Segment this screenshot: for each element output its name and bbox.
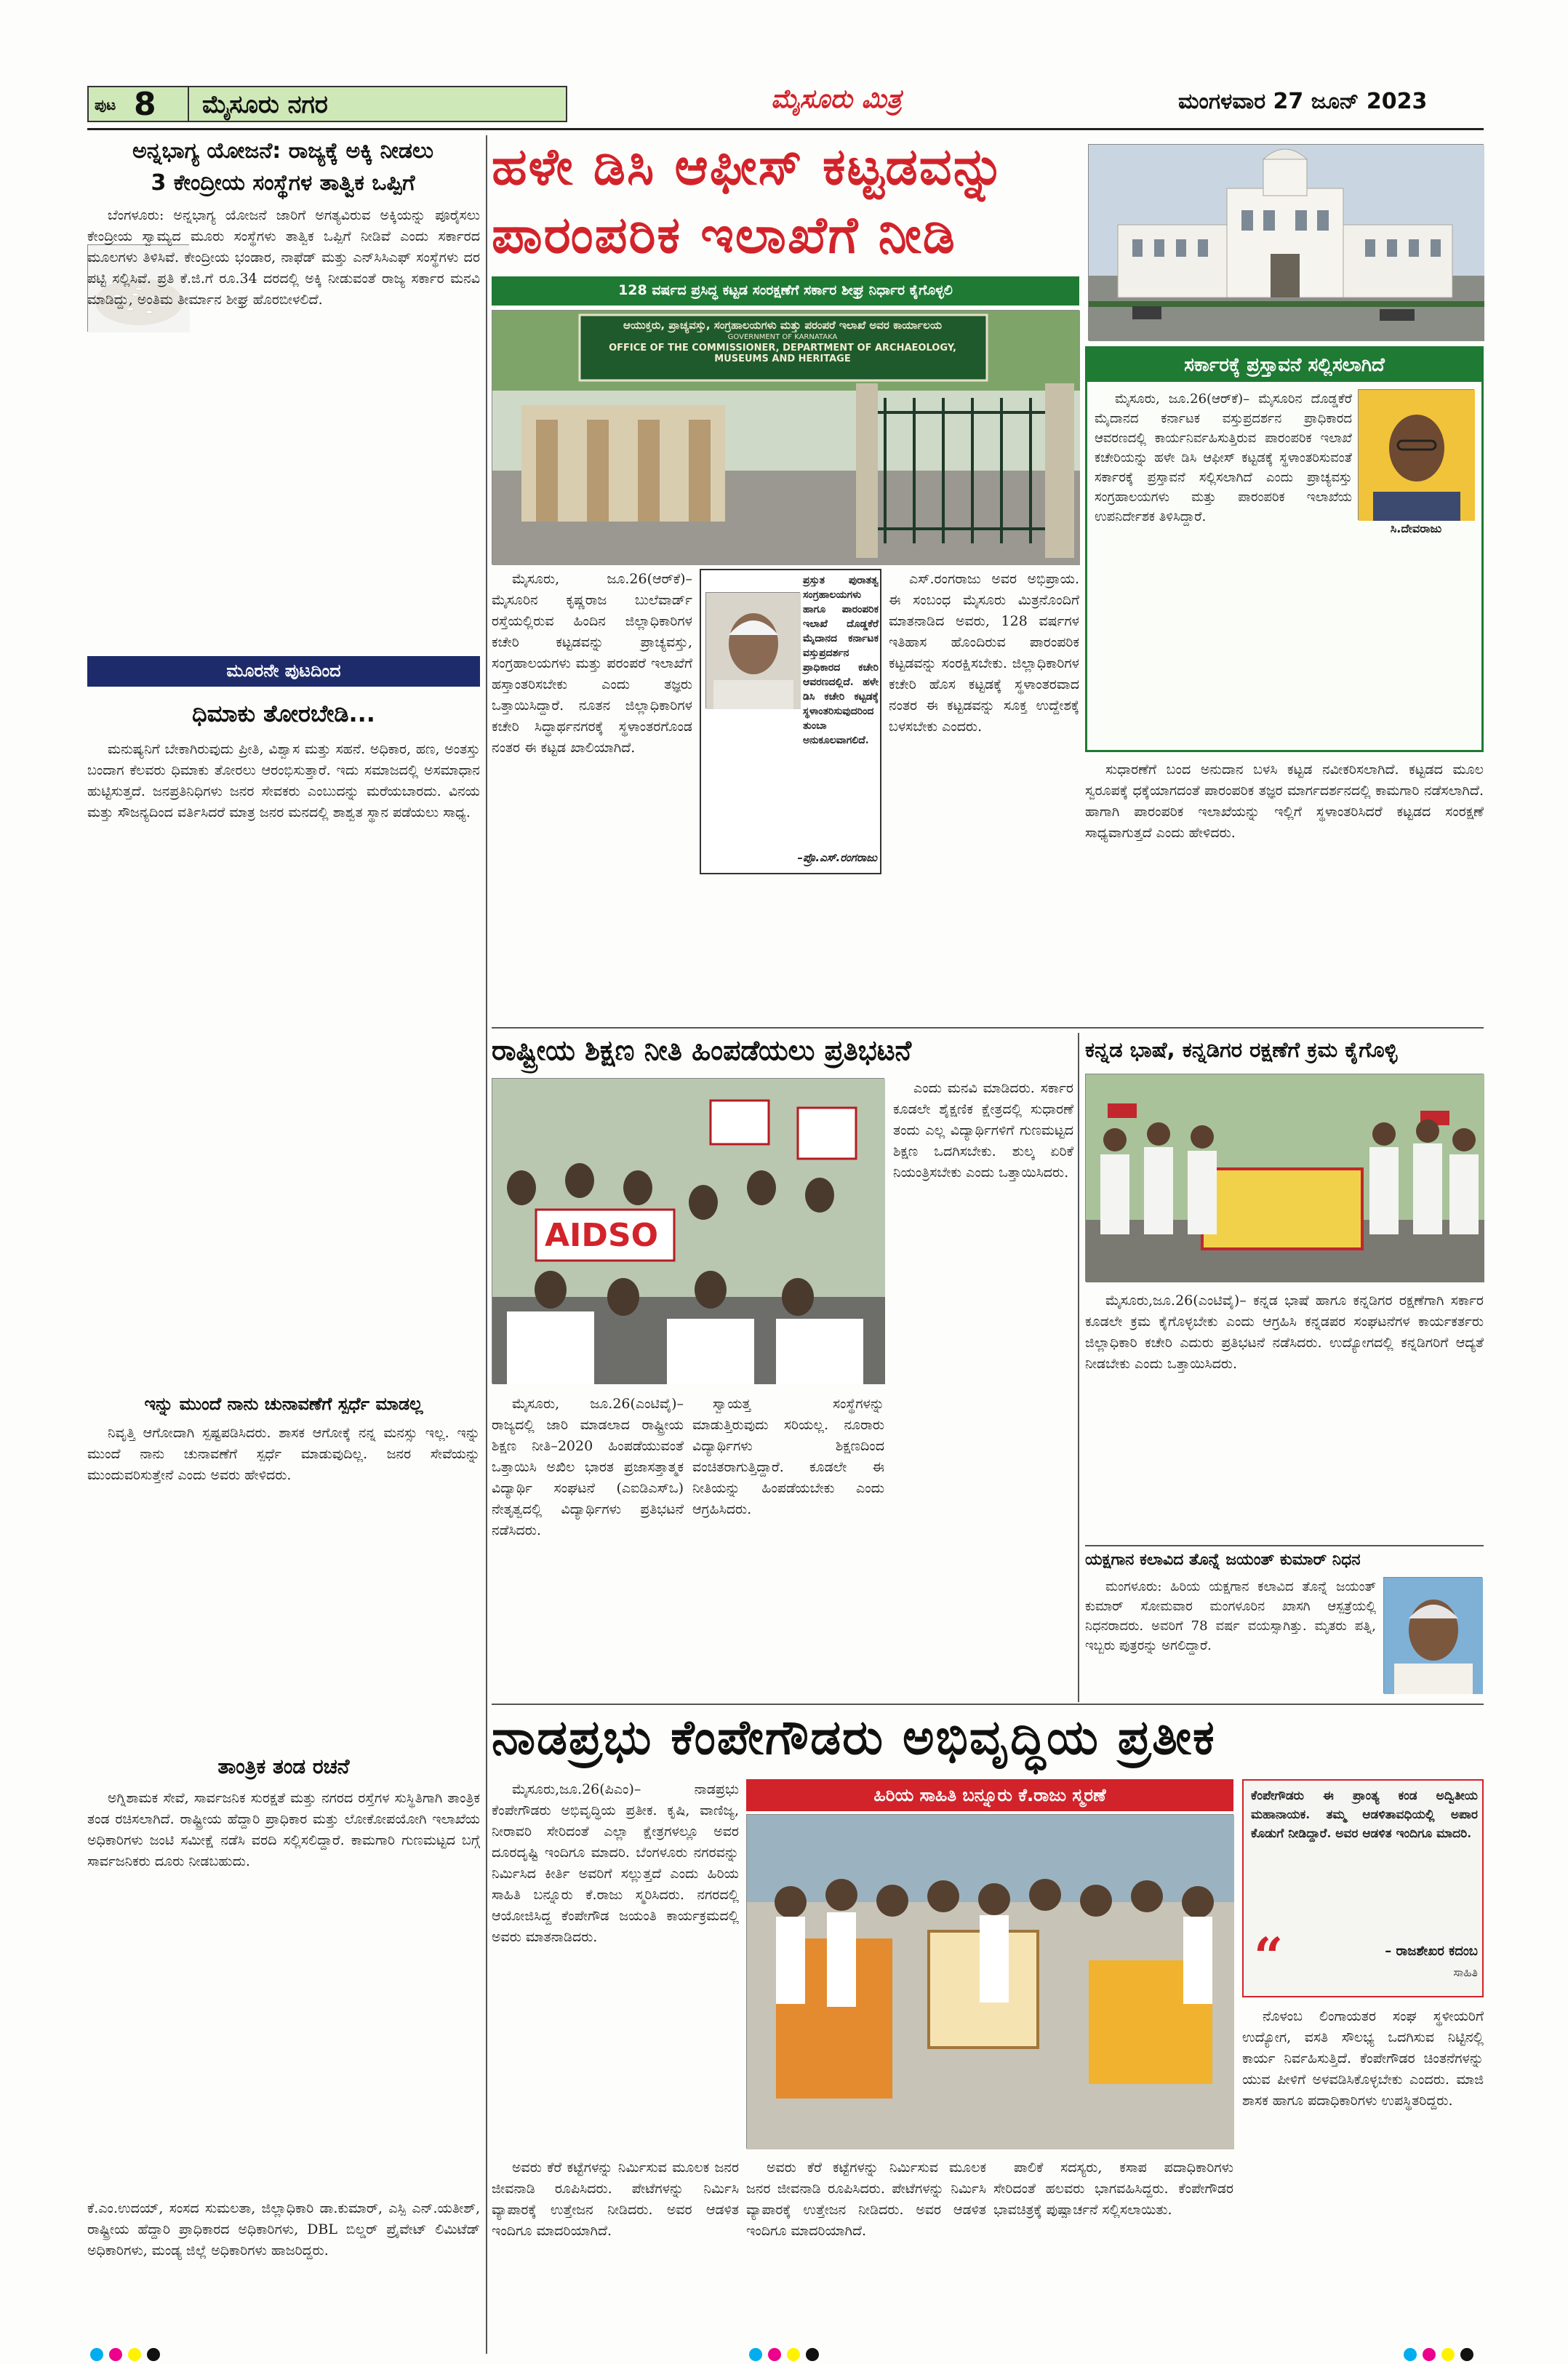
reg-dot-black <box>1460 2348 1473 2361</box>
proposal-body <box>1095 389 1352 746</box>
reg-dot-yellow <box>1441 2348 1455 2361</box>
office-sign-kannada: ಆಯುಕ್ತರು, ಪ್ರಾಚ್ಯವಸ್ತು, ಸಂಗ್ರಹಾಲಯಗಳು ಮತ್ತು ಪರಂಪರೆ ಇಲಾಖೆ ಅವರ ಕಾರ್ಯಾಲಯ <box>623 319 943 332</box>
bottom-body-right-text: ನೊಳಂಬ ಲಿಂಗಾಯತರ ಸಂಘ ಸ್ಥಳೀಯರಿಗೆ ಉದ್ಯೋಗ, ವಸತಿ ಸೌಲಭ್ಯ ಒದಗಿಸುವ ನಿಟ್ಟಿನಲ್ಲಿ ಕಾರ್ಯ ನಿರ್ವಹಿಸುತ್ತಿದೆ. ಕೆಂಪೇಗೌಡರ ಚಿಂತನೆಗಳನ್ನು ಯುವ ಪೀಳಿಗೆ ಅಳವಡಿಸಿಕೊಳ್ಳಬೇಕು ಎಂದರು. ಮಾಜಿ ಶಾಸಕ ಹಾಗೂ ಪದಾಧಿಕಾರಿಗಳು ಉಪಸ್ಥಿತರಿದ್ದರು. <box>1242 2008 1484 2109</box>
tantrika-footer <box>87 2198 480 2264</box>
lead-headline-2: ಪಾರಂಪರಿಕ ಇಲಾಖೆಗೆ ನೀಡಿ <box>492 205 956 265</box>
nep-body-b-text: ಸ್ವಾಯತ್ತ ಸಂಸ್ಥೆಗಳನ್ನು ಮಾಡುತ್ತಿರುವುದು ಸರಿಯಲ್ಲ. ನೂರಾರು ವಿದ್ಯಾರ್ಥಿಗಳು ಶಿಕ್ಷಣದಿಂದ ವಂಚಿತರಾಗುತ್ತಿದ್ದಾರೆ. ಕೂಡಲೇ ಈ ನೀತಿಯನ್ನು ಹಿಂಪಡೆಯಬೇಕು ಎಂದು ಆಗ್ರಹಿಸಿದರು. <box>692 1396 884 1517</box>
rangaraju-portrait <box>705 592 800 708</box>
bottom-body-left-cont <box>492 2157 739 2339</box>
kempegowda-event-photo <box>746 1814 1233 2149</box>
reg-dot-cyan <box>1404 2348 1417 2361</box>
bottom-body-left <box>492 1779 739 2146</box>
rice-headline-2: 3 ಕೇಂದ್ರೀಯ ಸಂಸ್ಥೆಗಳ ತಾತ್ವಿಕ ಒಪ್ಪಿಗೆ <box>151 170 415 196</box>
tantrika-footer-text: ಕೆ.ಎಂ.ಉದಯ್, ಸಂಸದ ಸುಮಲತಾ, ಜಿಲ್ಲಾಧಿಕಾರಿ ಡಾ.ಕುಮಾರ್, ಎಸ್ಪಿ ಎನ್.ಯತೀಶ್, ರಾಷ್ಟ್ರೀಯ ಹೆದ್ದಾರಿ ಪ್ರಾಧಿಕಾರದ ಅಧಿಕಾರಿಗಳು, DBL ಬಿಲ್ಡರ್ ಪ್ರೈವೇಟ್ ಲಿಮಿಟೆಡ್ ಅಧಿಕಾರಿಗಳು, ಮಂಡ್ಯ ಜಿಲ್ಲೆ ಅಧಿಕಾರಿಗಳು ಹಾಜರಿದ್ದರು. <box>87 2200 480 2259</box>
reg-dot-yellow <box>128 2348 141 2361</box>
lead-body-col3-text: ಸುಧಾರಣೆಗೆ ಬಂದ ಅನುದಾನ ಬಳಸಿ ಕಟ್ಟಡ ನವೀಕರಿಸಲಾಗಿದೆ. ಕಟ್ಟಡದ ಮೂಲ ಸ್ವರೂಪಕ್ಕೆ ಧಕ್ಕೆಯಾಗದಂತೆ ಪಾರಂಪರಿಕ ತಜ್ಞರ ಮಾರ್ಗದರ್ಶನದಲ್ಲಿ ಕಾಮಗಾರಿ ನಡೆಸಲಾಗಿದೆ. ಹಾಗಾಗಿ ಪಾರಂಪರಿಕ ಇಲಾಖೆಯನ್ನು ಇಲ್ಲಿಗೆ ಸ್ಥಳಾಂತರಿಸಿದರೆ ಕಟ್ಟಡದ ಸಂರಕ್ಷಣೆ ಸಾಧ್ಯವಾಗುತ್ತದೆ ಎಂದು ಹೇಳಿದರು. <box>1085 762 1484 841</box>
obit-body-text: ಮಂಗಳೂರು: ಹಿರಿಯ ಯಕ್ಷಗಾನ ಕಲಾವಿದ ತೊನ್ನೆ ಜಯಂತ್ ಕುಮಾರ್ ಸೋಮವಾರ ಮಂಗಳೂರಿನ ಖಾಸಗಿ ಆಸ್ಪತ್ರೆಯಲ್ಲಿ ನಿಧನರಾದರು. ಅವರಿಗೆ 78 ವರ್ಷ ವಯಸ್ಸಾಗಿತ್ತು. ಮೃತರು ಪತ್ನಿ, ಇಬ್ಬರು ಪುತ್ರರನ್ನು ಅಗಲಿದ್ದಾರೆ. <box>1085 1579 1376 1653</box>
moorane-banner: ಮೂರನೇ ಪುಟದಿಂದ <box>226 660 341 681</box>
kannada-protest-photo <box>1085 1074 1484 1282</box>
bottom-body-a <box>746 2157 986 2339</box>
lead-strap: 128 ವರ್ಷದ ಪ್ರಸಿದ್ಧ ಕಟ್ಟಡ ಸಂರಕ್ಷಣೆಗೆ ಸರ್ಕಾರ ಶೀಘ್ರ ನಿರ್ಧಾರ ಕೈಗೊಳ್ಳಲಿ <box>618 282 953 298</box>
page-number-box <box>87 86 189 122</box>
bottom-section-rule <box>492 1704 1484 1705</box>
tantrika-headline: ತಾಂತ್ರಿಕ ತಂಡ ರಚನೆ <box>217 1754 350 1778</box>
obit-portrait <box>1383 1577 1482 1693</box>
registration-marks-left <box>90 2348 166 2364</box>
rice-body <box>87 205 480 649</box>
nep-headline: ರಾಷ್ಟ್ರೀಯ ಶಿಕ್ಷಣ ನೀತಿ ಹಿಂಪಡೆಯಲು ಪ್ರತಿಭಟನೆ <box>492 1034 912 1066</box>
bottom-body-right <box>1242 2006 1484 2341</box>
reg-dot-magenta <box>1423 2348 1436 2361</box>
sidebar-proposal <box>1085 346 1484 752</box>
bottom-quote <box>1251 1786 1478 1932</box>
rice-body-text: ಬೆಂಗಳೂರು: ಅನ್ನಭಾಗ್ಯ ಯೋಜನೆ ಜಾರಿಗೆ ಅಗತ್ಯವಿರುವ ಅಕ್ಕಿಯನ್ನು ಪೂರೈಸಲು ಕೇಂದ್ರೀಯ ಸ್ವಾಮ್ಯದ ಮೂರು ಸಂಸ್ಥೆಗಳು ತಾತ್ವಿಕ ಒಪ್ಪಿಗೆ ನೀಡಿವೆ ಎಂದು ಸರ್ಕಾರದ ಮೂಲಗಳು ತಿಳಿಸಿವೆ. ಕೇಂದ್ರೀಯ ಭಂಡಾರ, ನಾಫೆಡ್ ಮತ್ತು ಎನ್‌ಸಿಸಿಎಫ್ ಸಂಸ್ಥೆಗಳು ದರ ಪಟ್ಟಿ ಸಲ್ಲಿಸಿವೆ. ಪ್ರತಿ ಕೆ.ಜಿ.ಗೆ ರೂ.34 ದರದಲ್ಲಿ ಅಕ್ಕಿ ನೀಡುವಂತೆ ರಾಜ್ಯ ಸರ್ಕಾರ ಮನವಿ ಮಾಡಿದ್ದು, ಅಂತಿಮ ತೀರ್ಮಾನ ಶೀಘ್ರ ಹೊರಬೀಳಲಿದೆ. <box>87 207 480 308</box>
proposal-body-text: ಮೈಸೂರು, ಜೂ.26(ಆರ್‌ಕೆ)– ಮೈಸೂರಿನ ದೊಡ್ಡಕೆರೆ ಮೈದಾನದ ಕರ್ನಾಟಕ ವಸ್ತುಪ್ರದರ್ಶನ ಪ್ರಾಧಿಕಾರದ ಆವರಣದಲ್ಲಿ ಕಾರ್ಯನಿರ್ವಹಿಸುತ್ತಿರುವ ಪಾರಂಪರಿಕ ಇಲಾಖೆ ಕಚೇರಿಯನ್ನು ಹಳೇ ಡಿಸಿ ಆಫೀಸ್ ಕಟ್ಟಡಕ್ಕೆ ಸ್ಥಳಾಂತರಿಸುವಂತೆ ಸರ್ಕಾರಕ್ಕೆ ಪ್ರಸ್ತಾವನೆ ಸಲ್ಲಿಸಲಾಗಿದೆ ಎಂದು ಪ್ರಾಚ್ಯವಸ್ತು ಸಂಗ್ರಹಾಲಯಗಳು ಮತ್ತು ಪಾರಂಪರಿಕ ಇಲಾಖೆಯ ಉಪನಿರ್ದೇಶಕ ತಿಳಿಸಿದ್ದಾರೆ. <box>1095 391 1352 524</box>
reg-dot-black <box>806 2348 819 2361</box>
nep-body-a-text: ಮೈಸೂರು, ಜೂ.26(ಎಂಟಿವೈ)– ರಾಜ್ಯದಲ್ಲಿ ಜಾರಿ ಮಾಡಲಾದ ರಾಷ್ಟ್ರೀಯ ಶಿಕ್ಷಣ ನೀತಿ–2020 ಹಿಂಪಡೆಯುವಂತೆ ಒತ್ತಾಯಿಸಿ ಅಖಿಲ ಭಾರತ ಪ್ರಜಾಸತ್ತಾತ್ಮಕ ವಿದ್ಯಾರ್ಥಿ ಸಂಘಟನೆ (ಎಐಡಿಎಸ್‌ಒ) ನೇತೃತ್ವದಲ್ಲಿ ವಿದ್ಯಾರ್ಥಿಗಳು ಪ್ರತಿಭಟನೆ ನಡೆಸಿದರು. <box>492 1396 684 1538</box>
left-column-rule <box>486 135 487 2354</box>
sub-banner: ಹಿರಿಯ ಸಾಹಿತಿ ಬನ್ನೂರು ಕೆ.ರಾಜು ಸ್ಮರಣೆ <box>873 1785 1106 1805</box>
rangaraju-quote-text: ಪ್ರಸ್ತುತ ಪುರಾತತ್ವ ಸಂಗ್ರಹಾಲಯಗಳು ಹಾಗೂ ಪಾರಂಪರಿಕ ಇಲಾಖೆ ದೊಡ್ಡಕೆರೆ ಮೈದಾನದ ಕರ್ನಾಟಕ ವಸ್ತುಪ್ರದರ್ಶನ ಪ್ರಾಧಿಕಾರದ ಕಚೇರಿ ಆವರಣದಲ್ಲಿದೆ. ಹಳೇ ಡಿಸಿ ಕಚೇರಿ ಕಟ್ಟಡಕ್ಕೆ ಸ್ಥಳಾಂತರಿಸುವುದರಿಂದ ತುಂಬಾ ಅನುಕೂಲವಾಗಲಿದೆ. <box>803 575 879 746</box>
mid-column-rule <box>1078 1033 1079 1702</box>
reg-dot-cyan <box>749 2348 762 2361</box>
rangaraju-quote <box>803 573 879 746</box>
lead-headline-1: ಹಳೇ ಡಿಸಿ ಆಫೀಸ್ ಕಟ್ಟಡವನ್ನು <box>492 137 1007 196</box>
moorane-headline: ಧಿಮಾಕು ತೋರಬೇಡಿ... <box>192 700 375 727</box>
official-portrait <box>1358 389 1474 520</box>
moorane-banner-box <box>87 656 480 687</box>
left-column <box>87 135 480 2288</box>
official-caption: ಸಿ.ದೇವರಾಜು <box>1390 522 1442 535</box>
lead-body-col1 <box>492 569 692 998</box>
moorane-body-text: ಮನುಷ್ಯನಿಗೆ ಬೇಕಾಗಿರುವುದು ಪ್ರೀತಿ, ವಿಶ್ವಾಸ ಮತ್ತು ಸಹನೆ. ಅಧಿಕಾರ, ಹಣ, ಅಂತಸ್ತು ಬಂದಾಗ ಕೆಲವರು ಧಿಮಾಕು ತೋರಲು ಆರಂಭಿಸುತ್ತಾರೆ. ಇದು ಸಮಾಜದಲ್ಲಿ ಅಸಮಾಧಾನ ಹುಟ್ಟಿಸುತ್ತದೆ. ಜನಪ್ರತಿನಿಧಿಗಳು ಜನರ ಸೇವಕರು ಎಂಬುದನ್ನು ಮರೆಯಬಾರದು. ವಿನಯ ಮತ್ತು ಸೌಜನ್ಯದಿಂದ ವರ್ತಿಸಿದರೆ ಮಾತ್ರ ಜನರ ಮನದಲ್ಲಿ ಶಾಶ್ವತ ಸ್ಥಾನ ಪಡೆಯಲು ಸಾಧ್ಯ. <box>87 741 480 820</box>
reg-dot-black <box>147 2348 160 2361</box>
rangaraju-quote-box <box>700 569 881 874</box>
section-title-box <box>189 86 567 122</box>
reg-dot-yellow <box>787 2348 800 2361</box>
registration-marks-center <box>749 2348 825 2364</box>
lead-strap-box <box>492 276 1079 306</box>
masthead-rule <box>87 128 1484 130</box>
bottom-body-left-cont-text: ಅವರು ಕೆರೆ ಕಟ್ಟೆಗಳನ್ನು ನಿರ್ಮಿಸುವ ಮೂಲಕ ಜನರ ಜೀವನಾಡಿ ರೂಪಿಸಿದರು. ಪೇಟೆಗಳನ್ನು ನಿರ್ಮಿಸಿ ವ್ಯಾಪಾರಕ್ಕೆ ಉತ್ತೇಜನ ನೀಡಿದರು. ಅವರ ಆಡಳಿತ ಇಂದಿಗೂ ಮಾದರಿಯಾಗಿದೆ. <box>492 2160 739 2239</box>
paper-name: ಮೈಸೂರು ಮಿತ್ರ <box>771 84 902 114</box>
bottom-quote-text: ಕೆಂಪೇಗೌಡರು ಈ ಪ್ರಾಂತ್ಯ ಕಂಡ ಅದ್ವಿತೀಯ ಮಹಾನಾಯಕ. ತಮ್ಮ ಆಡಳಿತಾವಧಿಯಲ್ಲಿ ಅಪಾರ ಕೊಡುಗೆ ನೀಡಿದ್ದಾರೆ. ಅವರ ಆಡಳಿತ ಇಂದಿಗೂ ಮಾದರಿ. <box>1251 1789 1478 1841</box>
masthead <box>87 80 1484 127</box>
nep-story <box>492 1033 1073 1702</box>
registration-marks-right <box>1404 2348 1479 2364</box>
issue-date: ಮಂಗಳವಾರ 27 ಜೂನ್ 2023 <box>1178 89 1428 114</box>
aidso-banner-text: AIDSO <box>545 1217 659 1254</box>
nep-protest-photo <box>492 1078 884 1383</box>
obit-top-rule <box>1085 1545 1484 1546</box>
election-body-text: ನಿವೃತ್ತಿ ಆಗೋದಾಗಿ ಸ್ಪಷ್ಟಪಡಿಸಿದರು. ಶಾಸಕ ಆಗೋಕ್ಕೆ ನನ್ನ ಮನಸ್ಸು ಇಲ್ಲ. ಇನ್ನು ಮುಂದೆ ನಾನು ಚುನಾವಣೆಗೆ ಸ್ಪರ್ಧೆ ಮಾಡುವುದಿಲ್ಲ. ಜನರ ಸೇವೆಯನ್ನು ಮುಂದುವರಿಸುತ್ತೇನೆ ಎಂದು ಅವರು ಹೇಳಿದರು. <box>87 1425 480 1483</box>
tantrika-body <box>87 1788 480 2195</box>
proposal-headline: ಸರ್ಕಾರಕ್ಕೆ ಪ್ರಸ್ತಾವನೆ ಸಲ್ಲಿಸಲಾಗಿದೆ <box>1184 354 1385 376</box>
rangaraju-quote-author: –ಪ್ರೊ.ಎಸ್.ರಂಗರಾಜು <box>797 851 877 864</box>
kannada-body-text: ಮೈಸೂರು,ಜೂ.26(ಎಂಟಿವೈ)– ಕನ್ನಡ ಭಾಷೆ ಹಾಗೂ ಕನ್ನಡಿಗರ ರಕ್ಷಣೆಗಾಗಿ ಸರ್ಕಾರ ಕೂಡಲೇ ಕ್ರಮ ಕೈಗೊಳ್ಳಬೇಕು ಎಂದು ಆಗ್ರಹಿಸಿ ಕನ್ನಡಪರ ಸಂಘಟನೆಗಳ ಕಾರ್ಯಕರ್ತರು ಜಿಲ್ಲಾಧಿಕಾರಿ ಕಚೇರಿ ಎದುರು ಪ್ರತಿಭಟನೆ ನಡೆಸಿದರು. ಉದ್ಯೋಗದಲ್ಲಿ ಕನ್ನಡಿಗರಿಗೆ ಆದ್ಯತೆ ನೀಡಬೇಕು ಎಂದು ಒತ್ತಾಯಿಸಿದರು. <box>1085 1293 1484 1372</box>
page-number: 8 <box>134 86 156 123</box>
reg-dot-cyan <box>90 2348 103 2361</box>
section-title: ಮೈಸೂರು ನಗರ <box>202 90 328 119</box>
bottom-quote-author: – ರಾಜಶೇಖರ ಕದಂಬ <box>1385 1944 1478 1959</box>
election-body <box>87 1423 480 1743</box>
office-sign-text <box>580 316 985 380</box>
nep-body-c <box>893 1078 1073 1692</box>
proposal-header-box <box>1087 348 1481 382</box>
reg-dot-magenta <box>768 2348 781 2361</box>
lead-body-col2-text: ಎಸ್.ರಂಗರಾಜು ಅವರ ಅಭಿಪ್ರಾಯ. ಈ ಸಂಬಂಧ ಮೈಸೂರು ಮಿತ್ರನೊಂದಿಗೆ ಮಾತನಾಡಿದ ಅವರು, 128 ವರ್ಷಗಳ ಇತಿಹಾಸ ಹೊಂದಿರುವ ಪಾರಂಪರಿಕ ಕಟ್ಟಡವನ್ನು ಸಂರಕ್ಷಿಸಬೇಕು. ಜಿಲ್ಲಾಧಿಕಾರಿಗಳ ಕಚೇರಿ ಹೊಸ ಕಟ್ಟಡಕ್ಕೆ ಸ್ಥಳಾಂತರವಾದ ನಂತರ ಈ ಕಟ್ಟಡವನ್ನು ಸೂಕ್ತ ಉದ್ದೇಶಕ್ಕೆ ಬಳಸಬೇಕು ಎಂದರು. <box>889 571 1079 735</box>
obituary-story <box>1085 1545 1484 1698</box>
obit-headline: ಯಕ್ಷಗಾನ ಕಲಾವಿದ ತೊನ್ನೆ ಜಯಂತ್ ಕುಮಾರ್ ನಿಧನ <box>1085 1551 1361 1569</box>
bottom-body-b-text: ಪಾಲಿಕೆ ಸದಸ್ಯರು, ಕಸಾಪ ಪದಾಧಿಕಾರಿಗಳು ಸೇರಿದಂತೆ ಹಲವರು ಭಾಗವಹಿಸಿದ್ದರು. ಕೆಂಪೇಗೌಡರ ಭಾವಚಿತ್ರಕ್ಕೆ ಪುಷ್ಪಾರ್ಚನೆ ಸಲ್ಲಿಸಲಾಯಿತು. <box>993 2160 1233 2218</box>
lead-body-col2 <box>889 569 1079 998</box>
nep-body-c-text: ಎಂದು ಮನವಿ ಮಾಡಿದರು. ಸರ್ಕಾರ ಕೂಡಲೇ ಶೈಕ್ಷಣಿಕ ಕ್ಷೇತ್ರದಲ್ಲಿ ಸುಧಾರಣೆ ತಂದು ಎಲ್ಲ ವಿದ್ಯಾರ್ಥಿಗಳಿಗೆ ಗುಣಮಟ್ಟದ ಶಿಕ್ಷಣ ಒದಗಿಸಬೇಕು. ಶುಲ್ಕ ಏರಿಕೆ ನಿಯಂತ್ರಿಸಬೇಕು ಎಂದು ಒತ್ತಾಯಿಸಿದರು. <box>893 1080 1073 1181</box>
bottom-body-left-text: ಮೈಸೂರು,ಜೂ.26(ಪಿಎಂ)– ನಾಡಪ್ರಭು ಕೆಂಪೇಗೌಡರು ಅಭಿವೃದ್ಧಿಯ ಪ್ರತೀಕ. ಕೃಷಿ, ವಾಣಿಜ್ಯ, ನೀರಾವರಿ ಸೇರಿದಂತೆ ಎಲ್ಲಾ ಕ್ಷೇತ್ರಗಳಲ್ಲೂ ಅವರ ದೂರದೃಷ್ಟಿ ಇಂದಿಗೂ ಮಾದರಿ. ಬೆಂಗಳೂರು ನಗರವನ್ನು ನಿರ್ಮಿಸಿದ ಕೀರ್ತಿ ಅವರಿಗೆ ಸಲ್ಲುತ್ತದೆ ಎಂದು ಹಿರಿಯ ಸಾಹಿತಿ ಬನ್ನೂರು ಕೆ.ರಾಜು ಸ್ಮರಿಸಿದರು. ನಗರದಲ್ಲಿ ಆಯೋಜಿಸಿದ್ದ ಕೆಂಪೇಗೌಡ ಜಯಂತಿ ಕಾರ್ಯಕ್ರಮದಲ್ಲಿ ಅವರು ಮಾತನಾಡಿದರು. <box>492 1781 739 1945</box>
sub-banner-box <box>746 1779 1233 1811</box>
lead-body-col1-text: ಮೈಸೂರು, ಜೂ.26(ಆರ್‌ಕೆ)– ಮೈಸೂರಿನ ಕೃಷ್ಣರಾಜ ಬುಲೆವಾರ್ಡ್ ರಸ್ತೆಯಲ್ಲಿರುವ ಹಿಂದಿನ ಜಿಲ್ಲಾಧಿಕಾರಿಗಳ ಕಚೇರಿ ಕಟ್ಟಡವನ್ನು ಪ್ರಾಚ್ಯವಸ್ತು, ಸಂಗ್ರಹಾಲಯಗಳು ಮತ್ತು ಪರಂಪರೆ ಇಲಾಖೆಗೆ ಹಸ್ತಾಂತರಿಸಬೇಕು ಎಂದು ತಜ್ಞರು ಒತ್ತಾಯಿಸಿದ್ದಾರೆ. ನೂತನ ಜಿಲ್ಲಾಧಿಕಾರಿಗಳ ಕಚೇರಿ ಸಿದ್ಧಾರ್ಥನಗರಕ್ಕೆ ಸ್ಥಳಾಂತರಗೊಂಡ ನಂತರ ಈ ಕಟ್ಟಡ ಖಾಲಿಯಾಗಿದೆ. <box>492 571 692 756</box>
lead-story <box>492 135 1484 1023</box>
quote-mark-icon: “ <box>1254 1926 1284 1986</box>
election-headline: ಇನ್ನು ಮುಂದೆ ನಾನು ಚುನಾವಣೆಗೆ ಸ್ಪರ್ಧೆ ಮಾಡಲ್ಲ <box>144 1394 423 1414</box>
heritage-building-photo <box>1088 144 1484 340</box>
office-sign-gov: GOVERNMENT OF KARNATAKA <box>727 333 838 341</box>
office-sign-english: OFFICE OF THE COMMISSIONER, DEPARTMENT OF ARCHAEOLOGY, MUSEUMS AND HERITAGE <box>609 343 956 364</box>
kannada-body <box>1085 1290 1484 1538</box>
moorane-body <box>87 739 480 1437</box>
page-label: ಪುಟ <box>95 96 116 113</box>
nep-body-b <box>692 1394 884 1692</box>
rice-headline-1: ಅನ್ನಭಾಗ್ಯ ಯೋಜನೆ: ರಾಜ್ಯಕ್ಕೆ ಅಕ್ಕಿ ನೀಡಲು <box>132 138 433 164</box>
obit-body <box>1085 1577 1376 1698</box>
bottom-body-a-text: ಅವರು ಕೆರೆ ಕಟ್ಟೆಗಳನ್ನು ನಿರ್ಮಿಸುವ ಮೂಲಕ ಜನರ ಜೀವನಾಡಿ ರೂಪಿಸಿದರು. ಪೇಟೆಗಳನ್ನು ನಿರ್ಮಿಸಿ ವ್ಯಾಪಾರಕ್ಕೆ ಉತ್ತೇಜನ ನೀಡಿದರು. ಅವರ ಆಡಳಿತ ಇಂದಿಗೂ ಮಾದರಿಯಾಗಿದೆ. <box>746 2160 986 2239</box>
bottom-quote-role: ಸಾಹಿತಿ <box>1453 1965 1478 1979</box>
bottom-quote-box <box>1242 1779 1484 1997</box>
kannada-story <box>1085 1033 1484 1542</box>
lead-bottom-rule <box>492 1027 1484 1029</box>
bottom-headline: ನಾಡಪ್ರಭು ಕೆಂಪೇಗೌಡರು ಅಭಿವೃದ್ಧಿಯ ಪ್ರತೀಕ <box>492 1709 1216 1765</box>
lead-body-col3 <box>1085 759 1484 1014</box>
bottom-story <box>492 1709 1484 2349</box>
kannada-headline: ಕನ್ನಡ ಭಾಷೆ, ಕನ್ನಡಿಗರ ರಕ್ಷಣೆಗೆ ಕ್ರಮ ಕೈಗೊಳ್ಳಿ <box>1085 1037 1398 1062</box>
nep-body-a <box>492 1394 684 1692</box>
reg-dot-magenta <box>109 2348 122 2361</box>
bottom-body-b <box>993 2157 1233 2339</box>
tantrika-body-text: ಅಗ್ನಿಶಾಮಕ ಸೇವೆ, ಸಾರ್ವಜನಿಕ ಸುರಕ್ಷತೆ ಮತ್ತು ನಗರದ ರಸ್ತೆಗಳ ಸುಸ್ಥಿತಿಗಾಗಿ ತಾಂತ್ರಿಕ ತಂಡ ರಚಿಸಲಾಗಿದೆ. ರಾಷ್ಟ್ರೀಯ ಹೆದ್ದಾರಿ ಪ್ರಾಧಿಕಾರ ಮತ್ತು ಲೋಕೋಪಯೋಗಿ ಇಲಾಖೆಯ ಅಧಿಕಾರಿಗಳು ಜಂಟಿ ಸಮೀಕ್ಷೆ ನಡೆಸಿ ವರದಿ ಸಲ್ಲಿಸಲಿದ್ದಾರೆ. ಕಾಮಗಾರಿ ಗುಣಮಟ್ಟದ ಬಗ್ಗೆ ಸಾರ್ವಜನಿಕರು ದೂರು ನೀಡಬಹುದು. <box>87 1790 480 1869</box>
